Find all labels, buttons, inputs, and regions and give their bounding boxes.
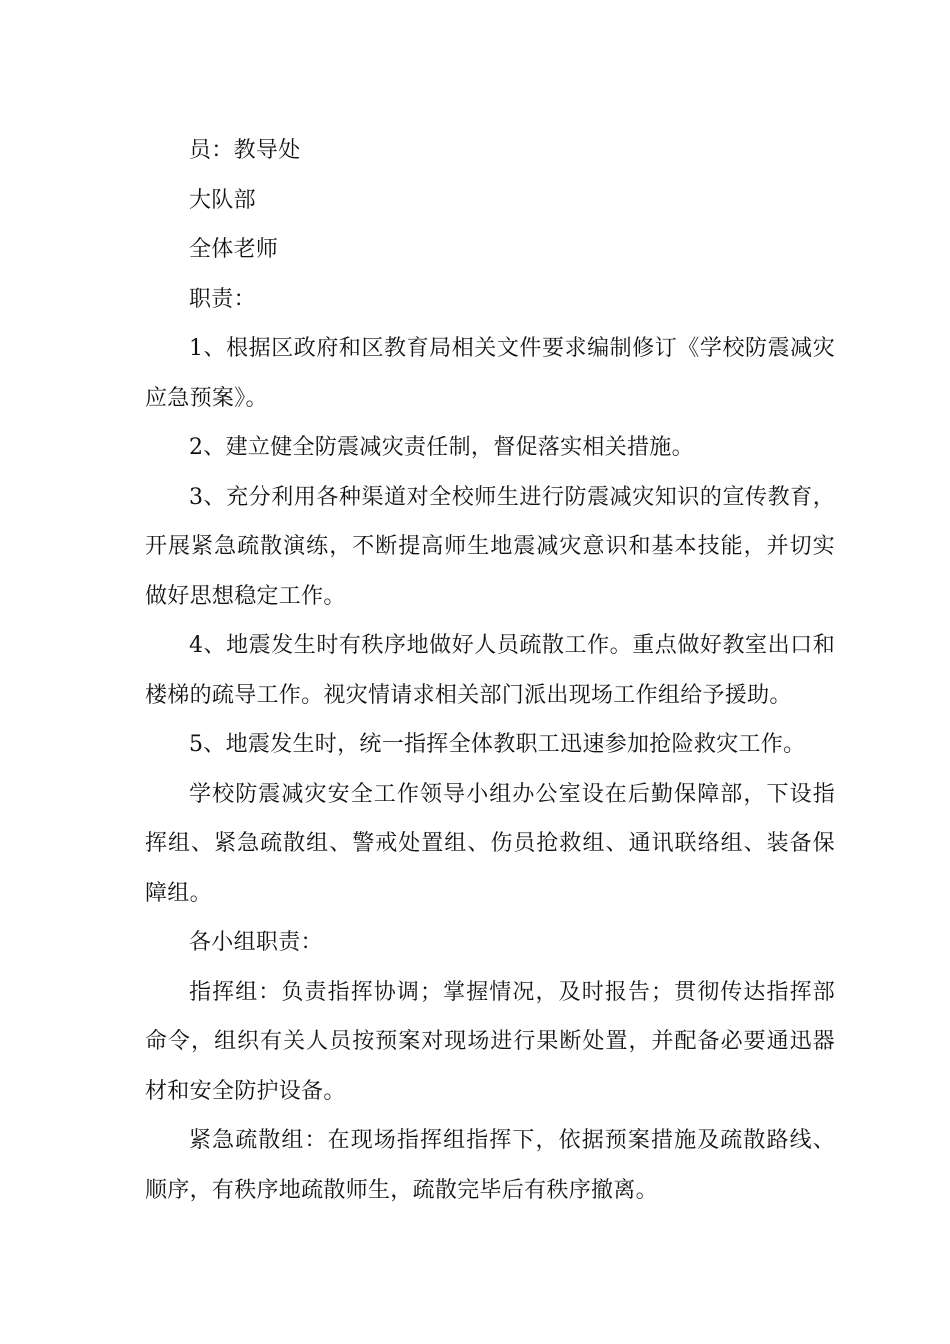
paragraph-command-group: 指挥组：负责指挥协调；掌握情况，及时报告；贯彻传达指挥部命令，组织有关人员按预案对现场进行果断处置，并配备必要通迅器材和安全防护设备。: [145, 979, 835, 1104]
paragraph-duty-3: 3、充分利用各种渠道对全校师生进行防震减灾知识的宣传教育，开展紧急疏散演练，不断提高师生地震减灾意识和基本技能，并切实做好思想稳定工作。: [145, 484, 835, 609]
paragraph-duties-heading: 职责：: [189, 286, 256, 312]
paragraph-duty-1: 1、根据区政府和区教育局相关文件要求编制修订《学校防震减灾应急预案》。: [145, 336, 835, 411]
paragraph-staff-teaching-office: 员：教导处: [189, 138, 301, 163]
document-body: [145, 126, 835, 1215]
paragraph-evacuation-group: 紧急疏散组：在现场指挥组指挥下，依据预案措施及疏散路线、顺序，有秩序地疏散师生，疏散完毕后有秩序撤离。: [145, 1128, 835, 1203]
paragraph-office-setup: 学校防震减灾安全工作领导小组办公室设在后勤保障部，下设指挥组、紧急疏散组、警戒处置组、伤员抢救组、通讯联络组、装备保障组。: [145, 781, 835, 906]
paragraph-group-duties-heading: 各小组职责：: [189, 930, 323, 955]
paragraph-all-teachers: 全体老师: [189, 237, 279, 262]
paragraph-duty-5: 5、地震发生时，统一指挥全体教职工迅速参加抢险救灾工作。: [189, 732, 806, 757]
paragraph-duty-4: 4、地震发生时有秩序地做好人员疏散工作。重点做好教室出口和楼梯的疏导工作。视灾情请求相关部门派出现场工作组给予援助。: [145, 633, 835, 708]
paragraph-brigade: 大队部: [189, 187, 256, 213]
paragraph-duty-2: 2、建立健全防震减灾责任制，督促落实相关措施。: [189, 435, 694, 460]
